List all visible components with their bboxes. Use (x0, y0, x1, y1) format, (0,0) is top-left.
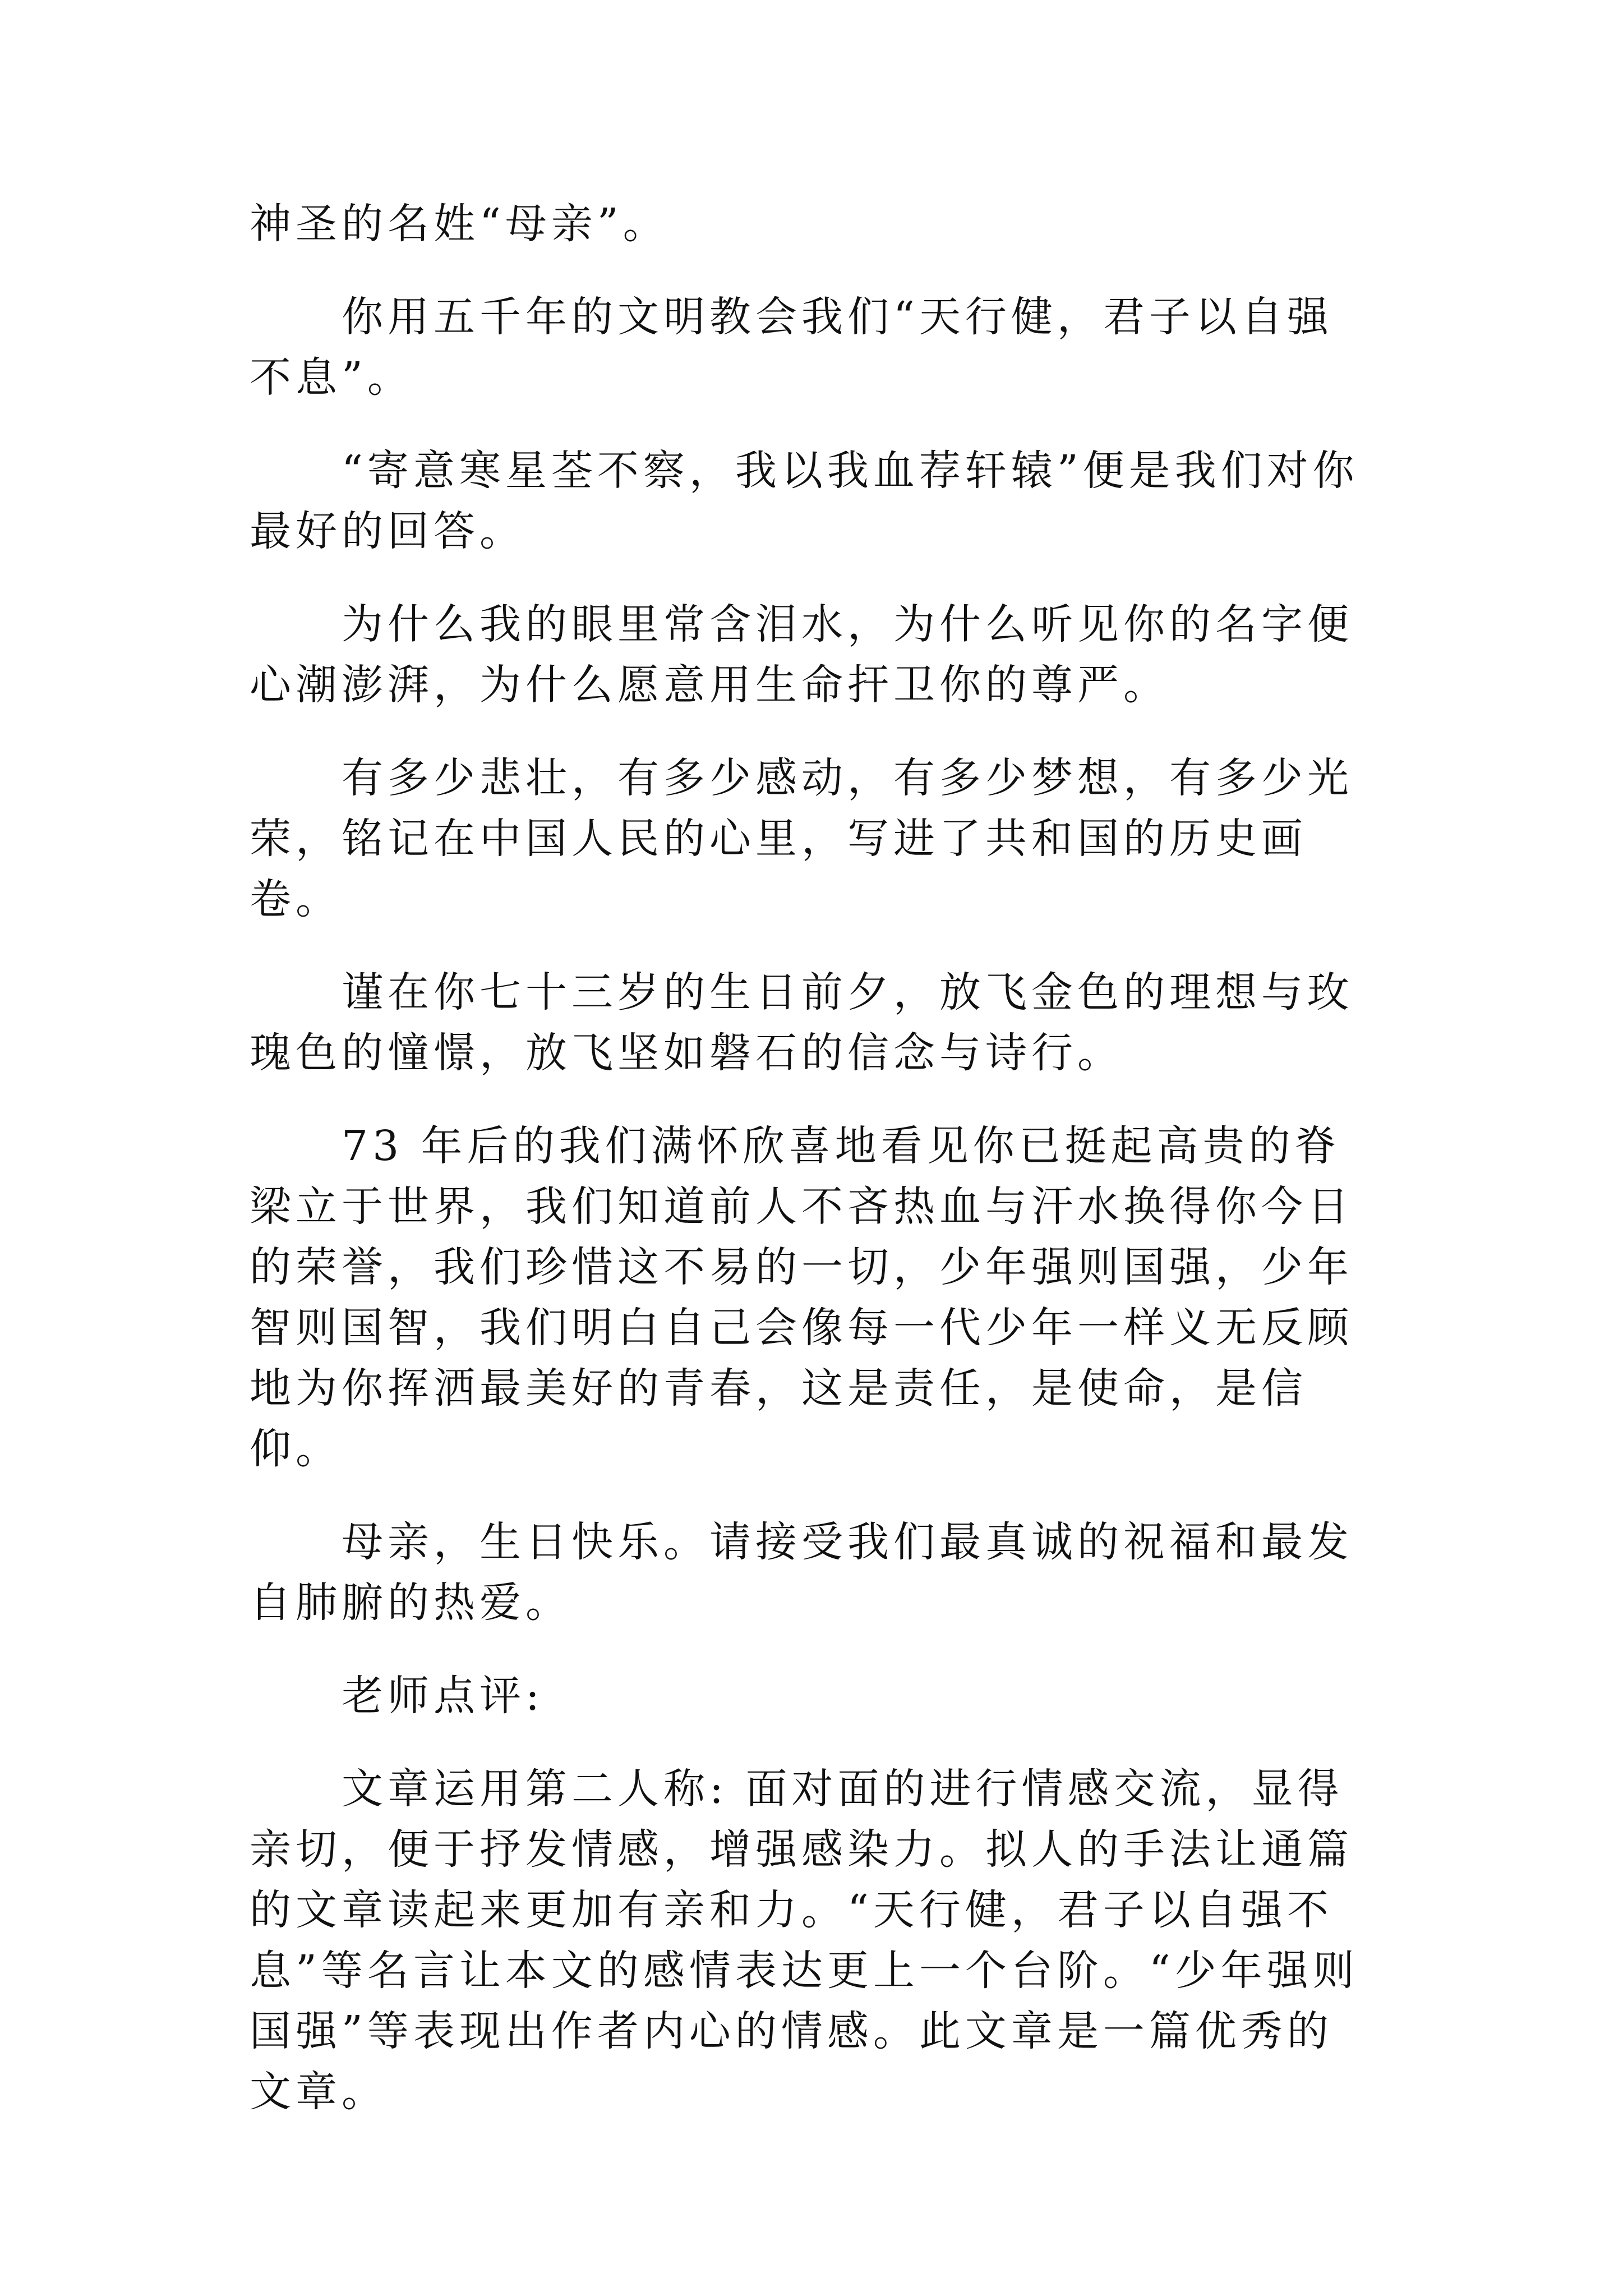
paragraph-3: “寄意寒星荃不察，我以我血荐轩辕”便是我们对你最好的回答。 (250, 447, 1359, 555)
document-page (250, 194, 1377, 2155)
paragraph-2: 你用五千年的文明教会我们“天行健，君子以自强不息”。 (250, 293, 1333, 402)
paragraph-5: 有多少悲壮，有多少感动，有多少梦想，有多少光荣，铭记在中国人民的心里，写进了共和国的历史画卷。 (250, 754, 1353, 923)
paragraph-7: 73 年后的我们满怀欣喜地看见你已挺起高贵的脊梁立于世界，我们知道前人不吝热血与汗水换得你今日的荣誉，我们珍惜这不易的一切，少年强则国强，少年智则国智，我们明白自己会像每一代少年一样义无反顾地为你挥洒最美好的青春，这是责任，是使命，是信仰。 (250, 1122, 1353, 1473)
paragraph-1: 神圣的名姓“母亲”。 (250, 200, 669, 248)
paragraph-8: 母亲，生日快乐。请接受我们最真诚的祝福和最发自肺腑的热爱。 (250, 1518, 1353, 1627)
paragraph-4: 为什么我的眼里常含泪水，为什么听见你的名字便心潮澎湃，为什么愿意用生命扞卫你的尊严。 (250, 600, 1353, 709)
teacher-comment-heading: 老师点评: (342, 1672, 544, 1720)
paragraph-6: 谨在你七十三岁的生日前夕，放飞金色的理想与玫瑰色的憧憬，放飞坚如磐石的信念与诗行。 (250, 968, 1353, 1077)
teacher-comment-body: 文章运用第二人称: 面对面的进行情感交流，显得亲切，便于抒发情感，增强感染力。拟人的手法让通篇的文章读起来更加有亲和力。“天行健，君子以自强不息”等名言让本文的感情表达更上一个台阶。“少年强则国强”等表现出作者内心的情感。此文章是一篇优秀的文章。 (250, 1765, 1359, 2116)
